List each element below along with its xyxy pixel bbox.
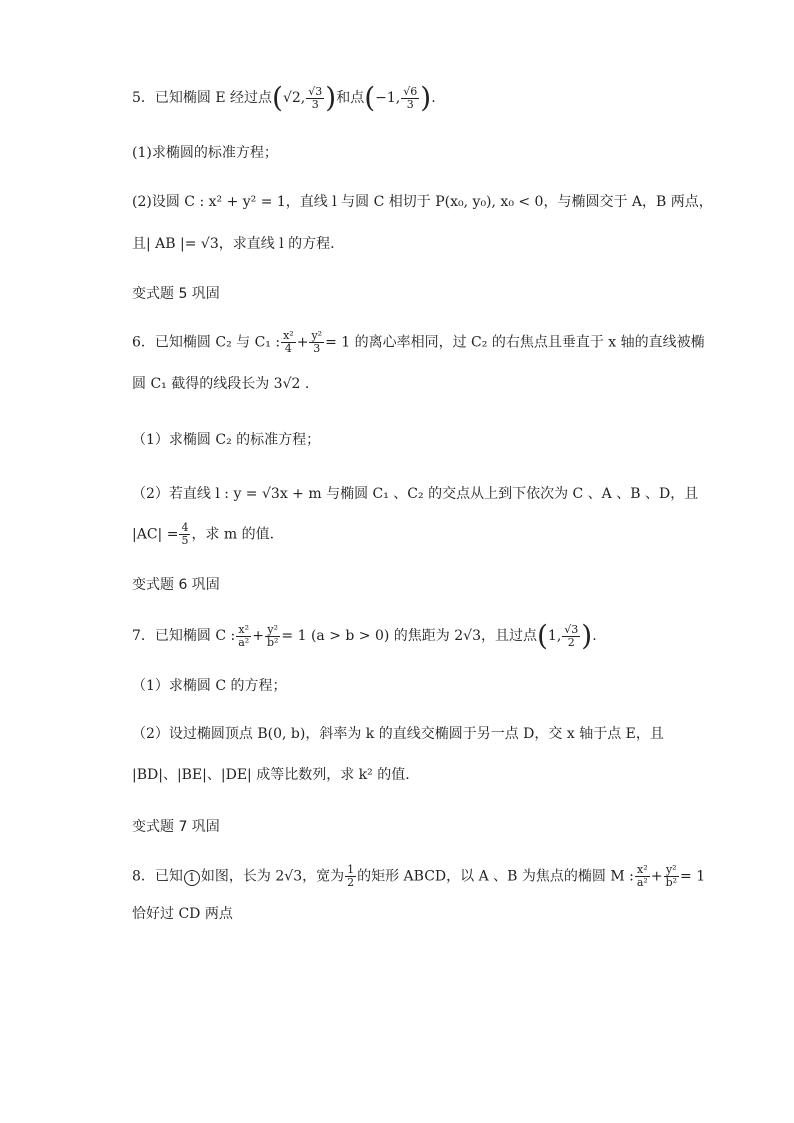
q6-part2-b	[132, 522, 274, 547]
q8-f2	[664, 864, 679, 889]
q7-part1: （1）求椭圆 C 的方程；	[132, 678, 287, 694]
q6-stem-a2: = 1 的离心率相同，过 C₂ 的右焦点且垂直于 x 轴的直线被椭	[325, 334, 705, 351]
q5-p1-den: 3	[311, 97, 319, 111]
q7-stem-1: 7．已知椭圆 C :	[132, 628, 236, 644]
q5-p1-num: √3	[308, 84, 323, 98]
q5-stem-text: 5．已知椭圆 E 经过点	[132, 90, 273, 106]
paren-open: (	[272, 81, 283, 114]
q6-stem-a	[132, 330, 705, 355]
variant-5-heading: 变式题 5 巩固	[132, 286, 220, 302]
q8-f1	[635, 864, 650, 889]
q8-f1-num: x²	[635, 864, 650, 877]
q5-and: 和点	[336, 90, 365, 106]
q8-w-num: 1	[347, 863, 355, 876]
q5-p2-den: 3	[406, 97, 414, 111]
q8-stem-4: = 1	[680, 868, 706, 885]
q7-f2	[265, 624, 280, 649]
q6-f2-den: 3	[313, 342, 321, 355]
q6-f1	[281, 330, 296, 355]
q7-pt-fraction	[562, 624, 580, 649]
q6-ac-fraction	[179, 522, 190, 547]
q6-ac-den: 5	[181, 534, 189, 547]
paren-open: (	[364, 81, 376, 114]
q6-ac: |AC| =	[132, 526, 179, 543]
q5-p1-fraction	[306, 86, 324, 111]
q7-pt-x: 1,	[547, 628, 562, 644]
q7-part2-b: |BD|、|BE|、|DE| 成等比数列，求 k² 的值.	[132, 767, 410, 783]
q6-f2-num: y²	[311, 329, 323, 342]
q6-f2	[309, 330, 324, 355]
q8-stem	[132, 864, 705, 889]
q5-p1-x: √2	[282, 90, 301, 106]
q7-part2-a: （2）设过椭圆顶点 B(0, b)，斜率为 k 的直线交椭圆于另一点 D，交 x 轴于点 E，且	[132, 726, 664, 742]
q7-end: .	[592, 628, 597, 644]
q7-stem	[132, 619, 597, 652]
q8-f2-den: b²	[665, 876, 678, 889]
q6-stem-b: 圆 C₁ 截得的线段长为 3√2 .	[132, 376, 310, 392]
q7-f1-den: a²	[238, 635, 250, 649]
q8-stem-1: 8．已知	[132, 868, 183, 885]
q8-stem-b: 恰好过 CD 两点	[132, 906, 233, 922]
q7-f1-num: x²	[236, 624, 251, 637]
q6-ac-num: 4	[181, 521, 189, 534]
q5-p2-fraction	[401, 86, 419, 111]
q5-p2-num: √6	[403, 84, 418, 98]
q8-w-den: 2	[347, 876, 355, 889]
q6-f1-num: x²	[283, 329, 294, 342]
q7-stem-2: = 1 (a > b > 0) 的焦距为 2√3，且过点	[281, 628, 537, 644]
q6-part2-a: （2）若直线 l : y = √3x + m 与椭圆 C₁ 、C₂ 的交点从上到下依次为 C 、A 、B 、D，且	[132, 486, 699, 502]
q6-part2-b2: ，求 m 的值.	[191, 526, 275, 543]
circled-number: 1	[184, 870, 200, 886]
q5-part2-b: 且| AB |= √3，求直线 l 的方程.	[132, 236, 335, 252]
q8-f2-num: y²	[664, 864, 679, 877]
q7-f2-num: y²	[265, 624, 280, 637]
q8-stem-2: 如图，长为 2√3，宽为	[200, 868, 345, 885]
q6-part1: （1）求椭圆 C₂ 的标准方程；	[132, 432, 321, 448]
q5-end: .	[431, 90, 436, 106]
q8-f1-den: a²	[636, 876, 648, 889]
variant-7-heading: 变式题 7 巩固	[132, 819, 220, 835]
q7-plus: +	[252, 628, 264, 644]
q6-stem-a1: 6．已知椭圆 C₂ 与 C₁ :	[132, 334, 281, 351]
q7-pt-den: 2	[567, 635, 575, 649]
q7-pt-num: √3	[564, 622, 579, 636]
q8-width-fraction	[345, 864, 356, 889]
q8-stem-3: 的矩形 ABCD，以 A 、B 为焦点的椭圆 M :	[357, 868, 634, 885]
variant-6-heading: 变式题 6 巩固	[132, 577, 220, 593]
q6-plus: +	[296, 334, 309, 351]
q5-p2-x: −1,	[375, 90, 401, 106]
paren-close: )	[325, 81, 337, 114]
q5-part1: (1)求椭圆的标准方程；	[132, 145, 278, 161]
q5-stem: 5．已知椭圆 E 经过点(√2, $\frac{√3}{3}$ )和点(−1, $\frac{√6}{3}$ ).	[132, 81, 436, 114]
paren-close: )	[581, 619, 593, 652]
paren-open: (	[536, 619, 548, 652]
q8-plus: +	[650, 868, 663, 885]
paren-close: )	[420, 81, 432, 114]
q7-f2-den: b²	[266, 635, 279, 649]
q6-f1-den: 4	[284, 342, 292, 355]
q5-part2-a: (2)设圆 C : x² + y² = 1，直线 l 与圆 C 相切于 P(x₀, y₀), x₀ < 0，与椭圆交于 A，B 两点，	[132, 194, 713, 210]
q7-f1	[236, 624, 251, 649]
